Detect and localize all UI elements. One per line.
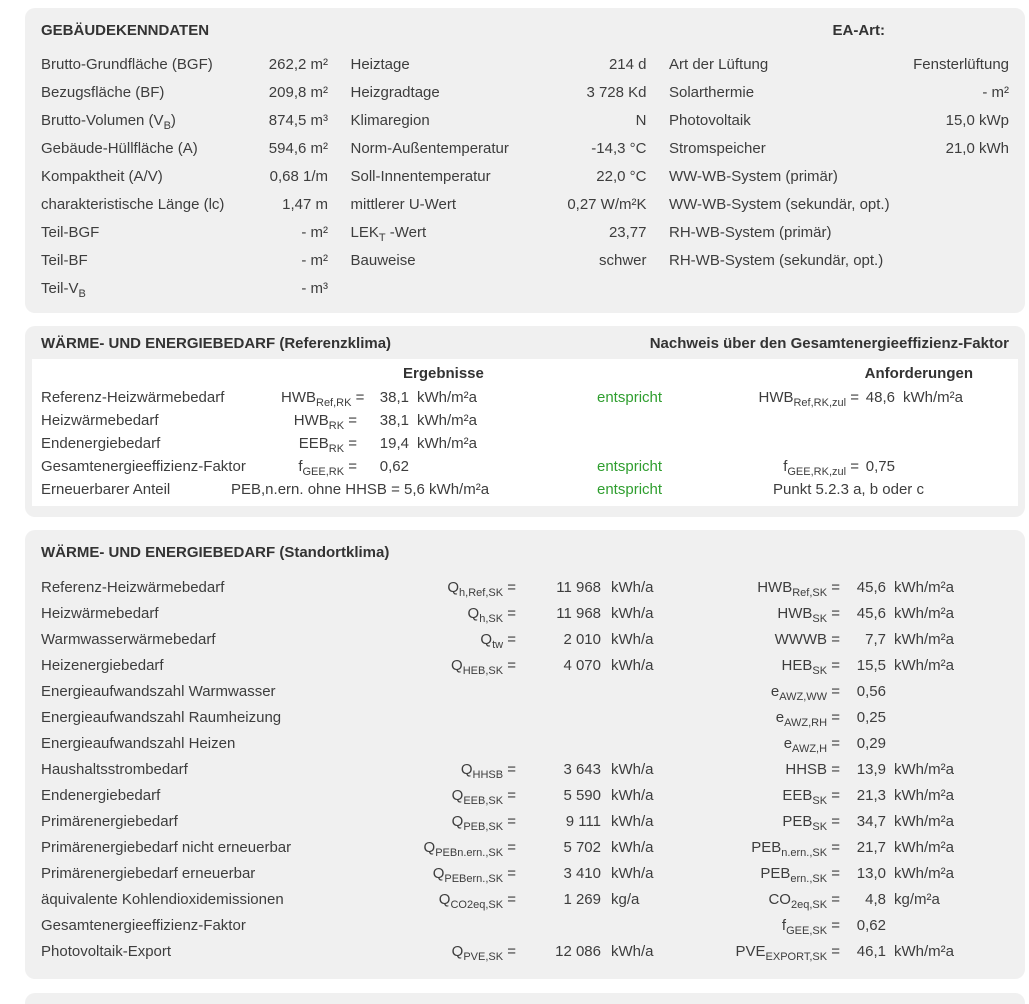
row-value: 214 d [608,56,647,73]
key-value-row [669,135,1009,163]
key-value-row [669,79,1009,107]
row-label: Primärenergiebedarf [41,813,178,830]
row-value: 3 410 [563,865,601,882]
row-symbol [381,731,516,757]
row-unit: kWh/a [611,943,654,960]
key-value-row [41,191,328,219]
row-label: Heiztage [350,56,410,73]
row-symbol: $f_{GEE,RK}$ = [298,458,357,478]
specific-unit: kWh/m²a [894,839,954,856]
requirement-unit [895,409,985,432]
row-label: RH-WB-System (primär) [669,224,832,241]
key-value-row [351,135,647,163]
specific-value: 13,9 [856,761,886,778]
row-label: Referenz-Heizwärmebedarf [41,389,225,406]
specific-symbol: $PVE_{EXPORT,SK}$ = [735,943,840,963]
row-value: 22,0 °C [596,168,647,185]
row-value [1003,247,1009,275]
row-value: - m² [982,84,1009,101]
specific-unit: kWh/m²a [894,605,954,622]
row-label: Teil-BF [41,252,88,269]
row-symbol: $Q_{EEB,SK}$ = [451,787,516,807]
row-unit: kWh/a [611,865,654,882]
row-label: Heizwärmebedarf [41,605,159,622]
key-value-row [41,135,328,163]
row-value [1003,163,1009,191]
specific-symbol: $EEB_{SK}$ = [782,787,840,807]
row-label: Heizwärmebedarf [41,412,159,429]
row-value [1003,191,1009,219]
building-data-column-3 [669,51,1009,303]
specific-unit [886,679,894,705]
row-value: 0,62 [379,458,409,475]
key-value-row [669,191,1009,219]
row-label: Norm-Außentemperatur [350,140,509,157]
status-text: entspricht [597,458,663,475]
row-value: 4 070 [563,657,601,674]
status-text [507,409,712,432]
key-value-row [41,51,328,79]
specific-value: 45,6 [856,579,886,596]
specific-unit: kWh/m²a [894,579,954,596]
site-data-row [41,835,1009,861]
reference-climate-panel [25,326,1025,517]
row-value: 0,68 1/m [269,168,328,185]
specific-unit: kWh/m²a [894,631,954,648]
key-value-row [351,247,647,275]
requirements-header: Anforderungen [864,365,973,382]
site-data-row [41,913,1009,939]
building-panel-title: GEBÄUDEKENNDATEN [41,22,210,39]
key-value-row [41,107,328,135]
requirement-unit [895,455,985,478]
row-label: Endenergiebedarf [41,787,161,804]
specific-value: 45,6 [856,605,886,622]
row-label: WW-WB-System (sekundär, opt.) [669,196,890,213]
requirement-unit [895,432,985,455]
requirement-symbol [712,409,859,432]
reference-row-hwb-ref [41,386,1009,409]
row-value: 23,77 [608,224,647,241]
row-value [1003,219,1009,247]
specific-unit: kWh/m²a [894,761,954,778]
row-value: Fensterlüftung [913,56,1009,73]
row-label: Haushaltsstrombedarf [41,761,188,778]
row-value: -14,3 °C [591,140,647,157]
row-label: Brutto-Grundfläche (BGF) [41,56,213,73]
row-value: 19,4 [379,435,409,452]
requirement-value [859,409,895,432]
row-unit: kWh/a [611,839,654,856]
row-value: N [635,112,647,129]
row-value: 21,0 kWh [945,140,1009,157]
row-symbol [381,679,516,705]
results-header: Ergebnisse [403,365,484,382]
site-data-row [41,809,1009,835]
specific-symbol: $HWB_{Ref,SK}$ = [757,579,840,599]
row-label: Teil-BGF [41,224,100,241]
row-value [516,705,601,731]
specific-symbol: HHSB = [785,761,840,778]
status-text: entspricht [597,389,663,406]
key-value-row [41,79,328,107]
key-value-row [41,275,328,303]
row-unit [601,913,696,939]
specific-value: 13,0 [856,865,886,882]
site-data-row [41,731,1009,757]
row-value: - m² [301,252,328,269]
row-label: äquivalente Kohlendioxidemissionen [41,891,284,908]
row-unit: kWh/m²a [417,412,477,429]
row-unit: kWh/m²a [417,389,477,406]
row-value: 38,1 [379,389,409,406]
requirement-symbol: $f_{GEE,RK,zul}$ = [783,458,859,478]
specific-symbol: $PEB_{SK}$ = [782,813,840,833]
specific-value: 34,7 [856,813,886,830]
row-label: Photovoltaik [669,112,751,129]
row-value: 209,8 m² [268,84,328,101]
row-value: 3 643 [563,761,601,778]
row-value: 9 111 [565,813,601,830]
row-value [516,731,601,757]
row-label: Stromspeicher [669,140,766,157]
specific-unit: kWh/m²a [894,943,954,960]
requirement-symbol: $HWB_{Ref,RK,zul}$ = [758,389,859,409]
row-unit [409,455,507,478]
site-climate-panel [25,530,1025,979]
site-data-row [41,939,1009,965]
row-symbol: $Q_{h,Ref,SK}$ = [447,579,516,599]
building-data-column-2 [351,51,647,303]
row-symbol: $Q_{PVE,SK}$ = [451,943,516,963]
status-text [507,432,712,455]
key-value-row [669,107,1009,135]
key-value-row [669,219,1009,247]
row-label: Gebäude-Hüllfläche (A) [41,140,198,157]
specific-unit: kWh/m²a [894,787,954,804]
specific-value: 0,29 [856,735,886,752]
row-label: Energieaufwandszahl Heizen [41,735,236,752]
row-unit: kWh/a [611,813,654,830]
row-value: 5 590 [563,787,601,804]
row-label: Solarthermie [669,84,755,101]
specific-value: 21,3 [856,787,886,804]
specific-symbol: WWWB = [774,631,840,648]
row-symbol [381,705,516,731]
gee-proof-title: Nachweis über den Gesamtenergieeffizienz-Faktor [649,335,1009,352]
specific-symbol: $PEB_{n.ern.,SK}$ = [751,839,840,859]
row-label: Photovoltaik-Export [41,943,172,960]
row-label: Art der Lüftung [669,56,769,73]
key-value-row [41,247,328,275]
specific-symbol: $e_{AWZ,H}$ = [783,735,840,755]
requirement-reference-text: Punkt 5.2.3 a, b oder c [773,481,924,498]
row-label: Kompaktheit (A/V) [41,168,163,185]
reference-row-renewable [41,478,1009,501]
row-symbol: $Q_{PEB,SK}$ = [451,813,516,833]
row-label: RH-WB-System (sekundär, opt.) [669,252,884,269]
specific-value: 0,25 [856,709,886,726]
specific-value: 0,62 [856,917,886,934]
next-section-panel-top [25,993,1025,1004]
key-value-row [351,163,647,191]
requirement-value: 48,6 [865,389,895,406]
row-value: - m² [301,224,328,241]
specific-symbol: $PEB_{ern.,SK}$ = [760,865,840,885]
row-value: 1,47 m [282,196,328,213]
row-value: 12 086 [555,943,601,960]
row-symbol: $Q_{tw}$ = [480,631,516,651]
row-value: 38,1 [379,412,409,429]
specific-symbol: $CO_{2eq,SK}$ = [768,891,840,911]
specific-symbol: $e_{AWZ,WW}$ = [770,683,840,703]
specific-unit: kg/m²a [894,891,940,908]
key-value-row [351,51,647,79]
row-unit [601,731,696,757]
row-unit [601,705,696,731]
row-symbol: $Q_{HHSB}$ = [460,761,516,781]
row-unit: kWh/m²a [417,435,477,452]
requirement-unit: kWh/m²a [903,389,963,406]
row-value: 2 010 [563,631,601,648]
row-symbol: $Q_{HEB,SK}$ = [451,657,516,677]
site-data-row [41,653,1009,679]
reference-results-area [32,359,1018,506]
row-label: Warmwasserwärmebedarf [41,631,216,648]
row-symbol: $Q_{PEBern.,SK}$ = [432,865,516,885]
row-value: 262,2 m² [268,56,328,73]
ea-type-label: EA-Art: [832,22,885,39]
row-symbol [381,913,516,939]
row-unit: kWh/a [611,579,654,596]
row-label: charakteristische Länge (lc) [41,196,225,213]
row-label: Primärenergiebedarf nicht erneuerbar [41,839,292,856]
site-data-row [41,783,1009,809]
specific-value: 15,5 [856,657,886,674]
site-data-row [41,887,1009,913]
row-value: schwer [598,252,647,269]
specific-value: 0,56 [856,683,886,700]
row-value: 11 968 [556,605,601,622]
row-label: Erneuerbarer Anteil [41,481,171,498]
key-value-row [669,51,1009,79]
row-symbol: $Q_{h,SK}$ = [467,605,516,625]
row-value: 15,0 kWp [945,112,1009,129]
row-label: Gesamtenergieeffizienz-Faktor [41,917,246,934]
requirement-value: 0,75 [865,458,895,475]
key-value-row [41,219,328,247]
row-value [516,913,601,939]
row-label: Gesamtenergieeffizienz-Faktor [41,458,246,475]
renewable-share-text: PEB,n.ern. ohne HHSB = 5,6 kWh/m²a [231,481,490,498]
key-value-row [351,107,647,135]
row-label: Soll-Innentemperatur [350,168,491,185]
status-text: entspricht [597,481,663,498]
site-data-row [41,627,1009,653]
site-data-row [41,601,1009,627]
row-label: Referenz-Heizwärmebedarf [41,579,225,596]
row-label: $LEK_T$ -Wert [350,224,427,244]
specific-unit: kWh/m²a [894,657,954,674]
row-label: Endenergiebedarf [41,435,161,452]
row-value: 594,6 m² [268,140,328,157]
row-label: Energieaufwandszahl Warmwasser [41,683,276,700]
site-panel-title: WÄRME- UND ENERGIEBEDARF (Standortklima) [41,544,390,561]
key-value-row [351,191,647,219]
site-climate-rows [41,575,1009,965]
row-symbol: $HWB_{Ref,RK}$ = [281,389,365,409]
specific-symbol: $f_{GEE,SK}$ = [781,917,840,937]
key-value-row [41,163,328,191]
row-value: 11 968 [556,579,601,596]
reference-row-eeb [41,432,1009,455]
specific-unit [886,705,894,731]
key-value-row [351,79,647,107]
row-value [516,679,601,705]
row-value: 3 728 Kd [586,84,647,101]
row-unit: kWh/a [611,657,654,674]
specific-value: 4,8 [865,891,886,908]
row-unit: kWh/a [611,787,654,804]
site-data-row [41,705,1009,731]
specific-symbol: $HWB_{SK}$ = [777,605,840,625]
reference-row-hwb [41,409,1009,432]
specific-symbol: $HEB_{SK}$ = [781,657,840,677]
row-symbol: $Q_{PEBn.ern.,SK}$ = [423,839,516,859]
row-label: Heizgradtage [350,84,440,101]
building-data-panel [25,8,1025,313]
row-label: Heizenergiebedarf [41,657,164,674]
row-symbol: $HWB_{RK}$ = [293,412,357,432]
requirement-value [859,432,895,455]
row-value: 5 702 [563,839,601,856]
row-label: Bezugsfläche (BF) [41,84,165,101]
row-label: Teil-$V_B$ [41,280,86,300]
specific-value: 46,1 [856,943,886,960]
requirement-symbol [712,432,859,455]
specific-unit [886,913,894,939]
key-value-row [351,219,647,247]
row-unit: kWh/a [611,761,654,778]
reference-panel-title: WÄRME- UND ENERGIEBEDARF (Referenzklima) [41,335,392,352]
specific-unit [886,731,894,757]
specific-value: 21,7 [856,839,886,856]
specific-unit: kWh/m²a [894,813,954,830]
key-value-row [669,247,1009,275]
reference-row-fgee [41,455,1009,478]
specific-value: 7,7 [865,631,886,648]
row-value: 1 269 [563,891,601,908]
row-label: WW-WB-System (primär) [669,168,838,185]
row-label: Energieaufwandszahl Raumheizung [41,709,282,726]
row-unit: kWh/a [611,605,654,622]
specific-symbol: $e_{AWZ,RH}$ = [775,709,840,729]
row-label: mittlerer U-Wert [350,196,457,213]
row-value: 874,5 m³ [268,112,328,129]
key-value-row [669,163,1009,191]
row-label: Bauweise [350,252,416,269]
site-data-row [41,679,1009,705]
site-data-row [41,757,1009,783]
row-symbol: $Q_{CO2eq,SK}$ = [438,891,516,911]
building-data-column-1 [41,51,328,303]
site-data-row [41,575,1009,601]
site-data-row [41,861,1009,887]
row-value: 0,27 W/m²K [567,196,647,213]
row-label: Brutto-Volumen $(V_B)$ [41,112,176,132]
row-value: - m³ [301,280,328,297]
row-symbol: $EEB_{RK}$ = [298,435,357,455]
row-label: Primärenergiebedarf erneuerbar [41,865,256,882]
row-unit [601,679,696,705]
row-unit: kg/a [611,891,640,908]
row-unit: kWh/a [611,631,654,648]
row-label: Klimaregion [350,112,430,129]
specific-unit: kWh/m²a [894,865,954,882]
